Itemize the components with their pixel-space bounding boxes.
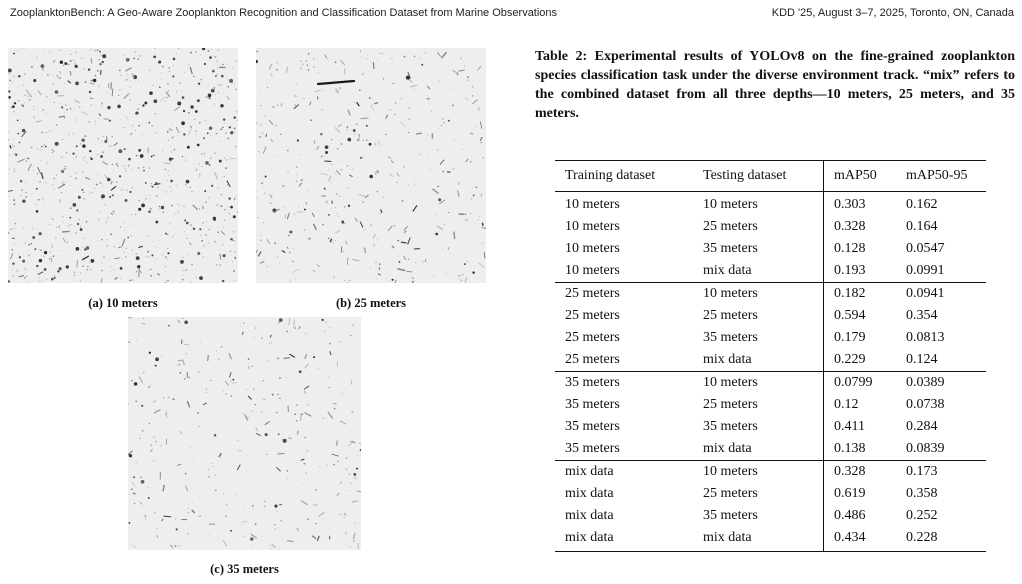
table-cell: 35 meters xyxy=(703,241,758,256)
table-cell: 0.594 xyxy=(824,305,897,327)
figure-caption-c: (c) 35 meters xyxy=(210,562,279,576)
table-caption: Table 2: Experimental results of YOLOv8 on the fine-grained zooplankton species classification task under the diverse environment track. “mix” refers to the combined dataset from all three depths—10 meters, 25 meters, and 35 meters. xyxy=(535,49,1015,121)
table-cell: 0.228 xyxy=(906,530,938,545)
table-cell: 0.0839 xyxy=(906,441,945,456)
table-cell: 25 meters xyxy=(703,219,758,234)
table-cell: 0.434 xyxy=(824,527,897,552)
table-header-row xyxy=(555,161,986,192)
table-cell: 0.284 xyxy=(906,419,938,434)
table-cell: 25 meters xyxy=(703,397,758,412)
table-cell: 0.619 xyxy=(824,483,897,505)
table-cell: 10 meters xyxy=(703,197,758,212)
table-cell: 0.0813 xyxy=(906,330,945,345)
table-cell: mix data xyxy=(565,508,614,523)
table-cell: 25 meters xyxy=(703,308,758,323)
table-cell: 35 meters xyxy=(703,419,758,434)
table-cell: 0.128 xyxy=(824,238,897,260)
table-cell: 35 meters xyxy=(703,508,758,523)
table-cell: 0.0738 xyxy=(906,397,945,412)
column-header: mAP50-95 xyxy=(906,168,968,183)
table-cell: 0.328 xyxy=(824,461,897,484)
table-cell: 0.328 xyxy=(824,216,897,238)
table-cell: 0.0991 xyxy=(906,263,945,278)
table-cell: 0.303 xyxy=(824,192,897,217)
table-row xyxy=(555,327,986,349)
table-cell: 10 meters xyxy=(693,283,824,306)
table-cell: 35 meters xyxy=(565,441,620,456)
running-header-title: ZooplanktonBench: A Geo-Aware Zooplankton Recognition and Classification Dataset from Marine Observations xyxy=(10,7,558,19)
table-cell: 10 meters xyxy=(565,197,620,212)
table-cell: 0.0799 xyxy=(824,372,897,395)
table-row xyxy=(555,394,986,416)
table-cell: 0.0547 xyxy=(906,241,945,256)
table-cell: 0.229 xyxy=(824,349,897,372)
figure-caption-b: (b) 25 meters xyxy=(335,296,407,310)
table-cell: 0.0389 xyxy=(896,372,986,395)
table-cell: 0.411 xyxy=(824,416,897,438)
table-cell: mix data xyxy=(703,441,752,456)
table-cell: 0.162 xyxy=(906,197,938,212)
table-row xyxy=(555,216,986,238)
figure-image-35-meters xyxy=(128,317,361,550)
figure-caption-a: (a) 10 meters xyxy=(88,296,158,310)
table-row xyxy=(555,283,986,306)
results-table xyxy=(555,160,986,552)
table-cell: 25 meters xyxy=(555,283,693,306)
table-row xyxy=(555,372,986,395)
table-cell: 0.193 xyxy=(824,260,897,283)
table-cell: mix data xyxy=(703,352,752,367)
table-cell: 35 meters xyxy=(565,397,620,412)
column-header: Testing dataset xyxy=(703,168,787,183)
figure-image-10-meters xyxy=(8,48,238,283)
table-cell: 10 meters xyxy=(693,372,824,395)
table-cell: 10 meters xyxy=(565,219,620,234)
column-header: mAP50 xyxy=(824,161,897,192)
table-cell: mix data xyxy=(565,486,614,501)
table-cell: 0.0941 xyxy=(896,283,986,306)
table-row xyxy=(555,260,986,283)
table-row xyxy=(555,192,986,217)
table-cell: 10 meters xyxy=(565,263,620,278)
table-row xyxy=(555,238,986,260)
table-cell: 0.354 xyxy=(906,308,938,323)
table-row xyxy=(555,349,986,372)
table-cell: 0.182 xyxy=(824,283,897,306)
table-row xyxy=(555,305,986,327)
table-cell: 35 meters xyxy=(703,330,758,345)
table-row xyxy=(555,527,986,552)
table-cell: 0.179 xyxy=(824,327,897,349)
table-row xyxy=(555,461,986,484)
table-cell: 0.252 xyxy=(906,508,938,523)
table-cell: 0.358 xyxy=(906,486,938,501)
table-cell: 10 meters xyxy=(693,461,824,484)
table-cell: 0.138 xyxy=(824,438,897,461)
table-cell: 25 meters xyxy=(703,486,758,501)
table-cell: mix data xyxy=(565,530,614,545)
table-cell: 0.164 xyxy=(906,219,938,234)
table-cell: 35 meters xyxy=(555,372,693,395)
table-cell: 25 meters xyxy=(565,352,620,367)
table-cell: 0.124 xyxy=(906,352,938,367)
table-cell: 25 meters xyxy=(565,330,620,345)
table-cell: 0.12 xyxy=(824,394,897,416)
table-cell: 0.173 xyxy=(896,461,986,484)
table-row xyxy=(555,438,986,461)
table-cell: mix data xyxy=(555,461,693,484)
figure-image-25-meters xyxy=(256,48,486,283)
table-row xyxy=(555,505,986,527)
table-cell: mix data xyxy=(703,263,752,278)
table-row xyxy=(555,416,986,438)
table-cell: 25 meters xyxy=(565,308,620,323)
table-cell: mix data xyxy=(703,530,752,545)
table-cell: 0.486 xyxy=(824,505,897,527)
table-cell: 10 meters xyxy=(565,241,620,256)
table-row xyxy=(555,483,986,505)
table-cell: 35 meters xyxy=(565,419,620,434)
column-header: Training dataset xyxy=(565,168,656,183)
running-header-venue: KDD '25, August 3–7, 2025, Toronto, ON, Canada xyxy=(771,7,1014,19)
